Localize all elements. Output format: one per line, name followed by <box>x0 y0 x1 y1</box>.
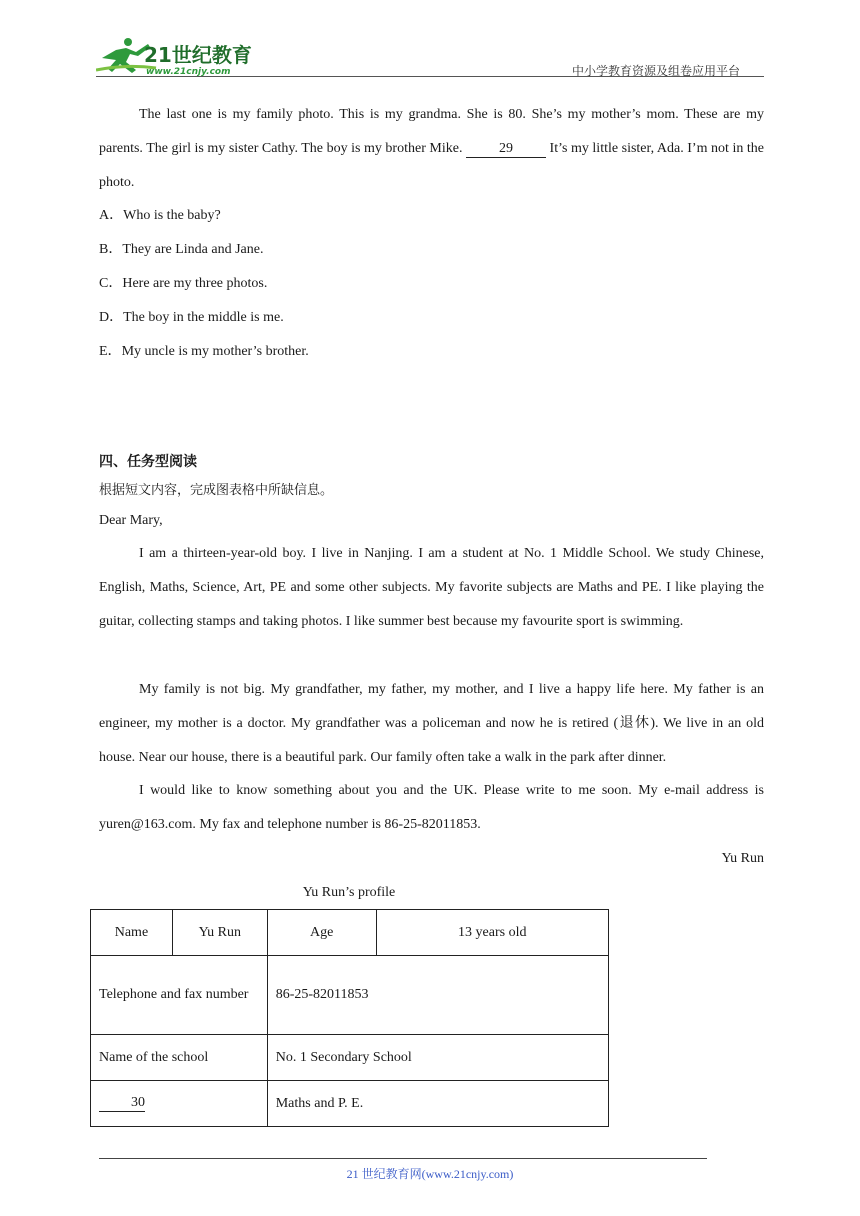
phone-label: Telephone and fax number <box>91 956 268 1035</box>
table-row <box>91 1035 609 1081</box>
runner-logo-icon <box>96 36 266 78</box>
section-title: 四、任务型阅读 <box>99 454 197 470</box>
logo-text: 21世纪教育 <box>144 43 252 67</box>
passage-text-after: It’s my little sister, Ada. I’m not in the photo. <box>99 141 764 190</box>
footer-text: 21 世纪教育网(www.21cnjy.com) <box>346 1167 514 1181</box>
header-platform-text: 中小学教育资源及组卷应用平台 <box>572 64 741 78</box>
answer-blank-29: 29 <box>466 141 546 158</box>
letter-paragraph-2: My family is not big. My grandfather, my father, my mother, and I live a happy life here. My father is an engineer, my mother is a doctor. My grandfather was a policeman and now he is retired (退休). We live in an old house. Near our house, there is a beautiful park. Our family often take a walk in the park after dinner. <box>99 682 764 765</box>
logo-url-text: www.21cnjy.com <box>146 67 231 77</box>
phone-value: 86-25-82011853 <box>267 956 608 1035</box>
age-value: 13 years old <box>376 910 608 956</box>
name-value: Yu Run <box>172 910 267 956</box>
section-instruction: 根据短文内容，完成图表格中所缺信息。 <box>99 483 334 498</box>
age-label: Age <box>267 910 376 956</box>
table-row <box>91 1081 609 1127</box>
option-e: E．My uncle is my mother’s brother. <box>99 344 309 359</box>
profile-table <box>90 909 609 1127</box>
profile-caption: Yu Run’s profile <box>302 885 396 900</box>
name-label: Name <box>91 910 173 956</box>
option-a: A．Who is the baby? <box>99 208 221 223</box>
table-row <box>91 956 609 1035</box>
footer-divider <box>99 1158 707 1159</box>
school-value: No. 1 Secondary School <box>267 1035 608 1081</box>
option-b: B．They are Linda and Jane. <box>99 242 264 257</box>
letter-paragraph-1: I am a thirteen-year-old boy. I live in Nanjing. I am a student at No. 1 Middle School. We study Chinese, English, Maths, Science, Art, PE and some other subjects. My favorite subjects are Maths and PE. I like playing the guitar, collecting stamps and taking photos. I like summer best because my favourite sport is swimming. <box>99 546 764 629</box>
passage-paragraph <box>99 98 764 200</box>
option-c: C．Here are my three photos. <box>99 276 268 291</box>
passage-text-before: The last one is my family photo. This is my grandma. She is 80. She’s my mother’s mom. These are my parents. The girl is my sister Cathy. The boy is my brother Mike. <box>99 107 764 156</box>
school-label: Name of the school <box>91 1035 268 1081</box>
table-row <box>91 910 609 956</box>
letter-greeting: Dear Mary, <box>99 513 163 528</box>
subjects-value: Maths and P. E. <box>267 1081 608 1127</box>
answer-blank-30-cell <box>91 1081 268 1127</box>
letter-paragraph-3: I would like to know something about you and the UK. Please write to me soon. My e-mail address is yuren@163.com. My fax and telephone number is 86-25-82011853. <box>99 783 764 832</box>
option-d: D．The boy in the middle is me. <box>99 310 284 325</box>
site-logo <box>96 36 266 78</box>
answer-blank-30: 30 <box>99 1095 145 1112</box>
header-divider <box>96 76 764 77</box>
letter-signature: Yu Run <box>721 851 764 866</box>
